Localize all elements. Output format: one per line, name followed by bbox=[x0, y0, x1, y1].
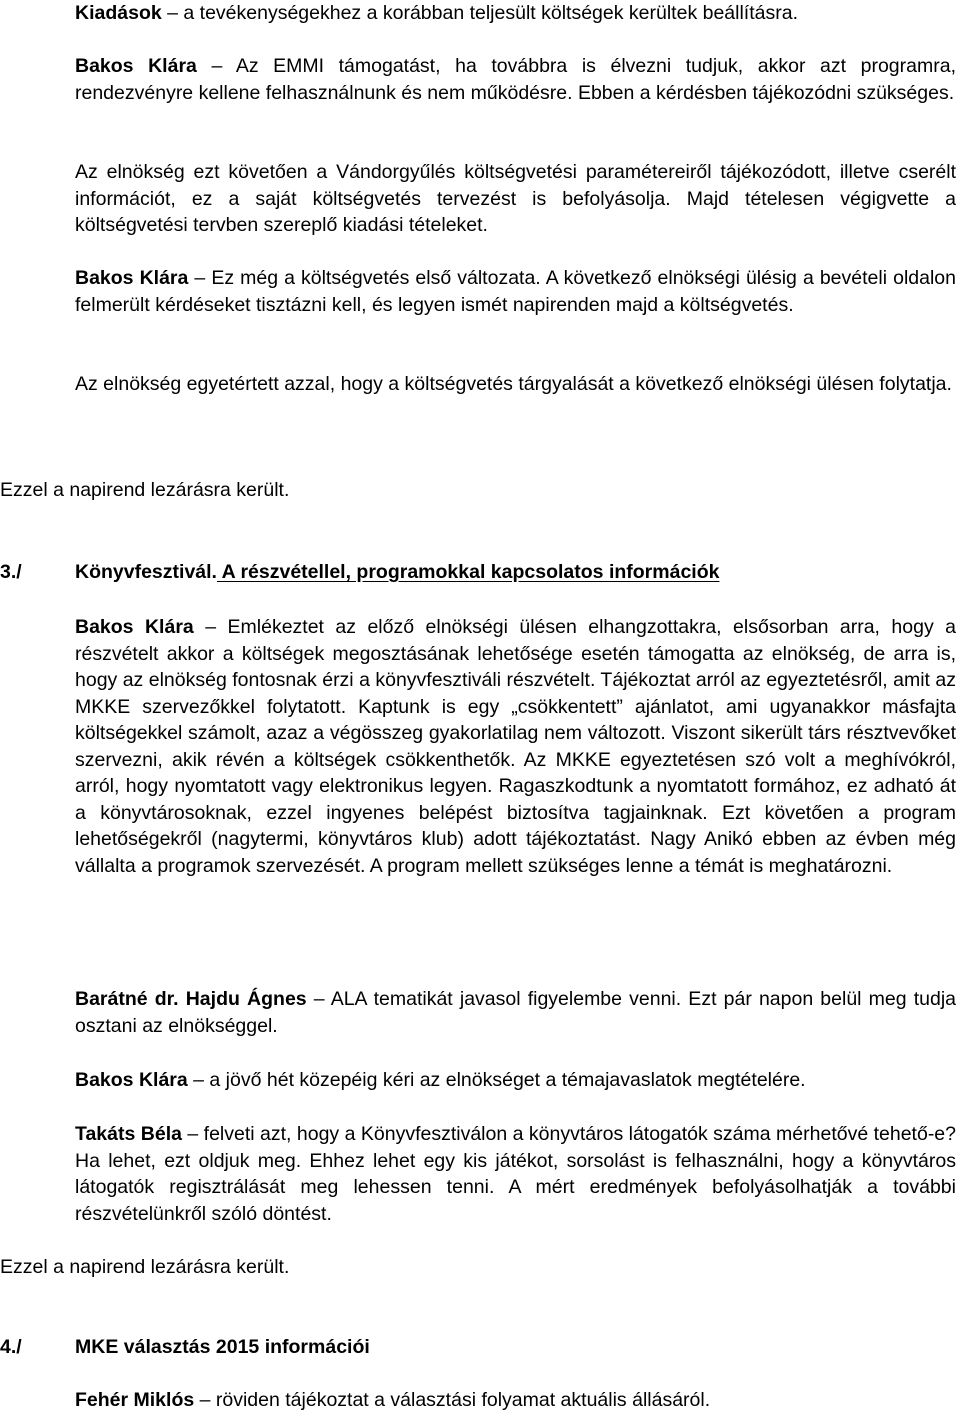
paragraph-bakos-emmi: Bakos Klára – Az EMMI támogatást, ha továbbra is élvezni tudjuk, akkor azt programra, rendezvényre kellene felhasználnunk és nem működésre. Ebben a kérdésben tájékozódni szükséges. bbox=[75, 55, 956, 104]
paragraph-feher: Fehér Miklós – röviden tájékoztat a választási folyamat aktuális állásáról. bbox=[75, 1389, 711, 1411]
speaker-name: Bakos Klára bbox=[75, 55, 197, 77]
speaker-name: Takáts Béla bbox=[75, 1123, 182, 1145]
closing-statement-1: Ezzel a napirend lezárásra került. bbox=[0, 479, 290, 501]
paragraph-takats: Takáts Béla – felveti azt, hogy a Könyvfesztiválon a könyvtáros látogatók száma mérhetővé tehető-e? Ha lehet, ezt oldjuk meg. Ehhez lehet egy kis játékot, sorsolást is felhasználni, hogy a könyvtáros látogatók regisztrálását meg lehessen tenni. A mért eredmények befolyásolhatják a további részvételünkről szóló döntést. bbox=[75, 1123, 957, 1225]
speaker-name: Bakos Klára bbox=[75, 267, 189, 289]
paragraph-bakos-konyvfesztival: Bakos Klára – Emlékeztet az előző elnökségi ülésen elhangzottakra, elsősorban arra, hogy a részvételt akkor a költségek megosztásának lehetősége esetén támogatta az elnökség, de arra is, hogy az elnökség fontosnak érzi a könyvfesztiváli részvételt. Tájékoztat arról az egyeztetésről, amit az MKKE szervezőkkel folytatott. Kaptunk is egy „csökkentett” ajánlatot, ami ugyanakkor másfajta költségekkel számolt, azaz a végösszeg gyakorlatilag nem változott. Viszont sikerült társ résztvevőket szervezni, akik révén a költségek csökkenthetők. Az MKKE egyeztetésen szó volt a meghívókról, arról, hogy nyomtatott vagy elektronikus legyen. Ragaszkodtunk a nyomtatott formához, ez adható át a könyvtárosoknak, ezzel ingyenes belépést biztosítva tagjainknak. Ezt követően a program lehetőségekről (nagytermi, könyvtáros klub) adott tájékoztatást. Nagy Anikó ebben az évben még vállalta a programok szervezését. A program mellett szükséges lenne a témát is meghatározni. bbox=[75, 616, 956, 877]
paragraph-bakos-koltsegvetes: Bakos Klára – Ez még a költségvetés első változata. A következő elnökségi ülésig a bevételi oldalon felmerült kérdéseket tisztázni kell, és legyen ismét napirenden majd a költségvetés. bbox=[75, 267, 956, 316]
section-subtitle: A részvétellel, programokkal kapcsolatos információk bbox=[216, 561, 720, 583]
section-number: 4./ bbox=[0, 1336, 22, 1358]
term-kiadasok: Kiadások bbox=[75, 2, 162, 24]
section-title: MKE választás 2015 információi bbox=[75, 1336, 370, 1358]
speaker-name: Fehér Miklós bbox=[75, 1389, 195, 1411]
paragraph-baratne: Barátné dr. Hajdu Ágnes – ALA tematikát javasol figyelembe venni. Ezt pár napon belül meg tudja osztani az elnökséggel. bbox=[75, 988, 957, 1037]
speaker-name: Bakos Klára bbox=[75, 1069, 188, 1091]
speaker-name: Bakos Klára bbox=[75, 616, 194, 638]
section-title: Könyvfesztivál. bbox=[75, 561, 217, 583]
paragraph-elnokseg-egyetertett: Az elnökség egyetértett azzal, hogy a költségvetés tárgyalását a következő elnökségi ülésen folytatja. bbox=[75, 373, 952, 395]
closing-statement-2: Ezzel a napirend lezárásra került. bbox=[0, 1256, 290, 1278]
paragraph-kiadasok: Kiadások – a tevékenységekhez a korábban teljesült költségek kerültek beállításra. bbox=[75, 2, 798, 24]
paragraph-bakos-temajavaslat: Bakos Klára – a jövő hét közepéig kéri az elnökséget a témajavaslatok megtételére. bbox=[75, 1069, 806, 1091]
section-heading-4 bbox=[0, 1334, 370, 1361]
paragraph-elnokseg-vandorgyules: Az elnökség ezt követően a Vándorgyűlés költségvetési paramétereiről tájékozódott, illetve cserélt információt, ez a saját költségvetés tervezést is befolyásolja. Majd tételesen végigvette a költségvetési tervben szereplő kiadási tételeket. bbox=[75, 161, 956, 236]
section-number: 3./ bbox=[0, 561, 22, 583]
section-heading-3 bbox=[0, 559, 719, 586]
speaker-name: Barátné dr. Hajdu Ágnes bbox=[75, 988, 307, 1010]
